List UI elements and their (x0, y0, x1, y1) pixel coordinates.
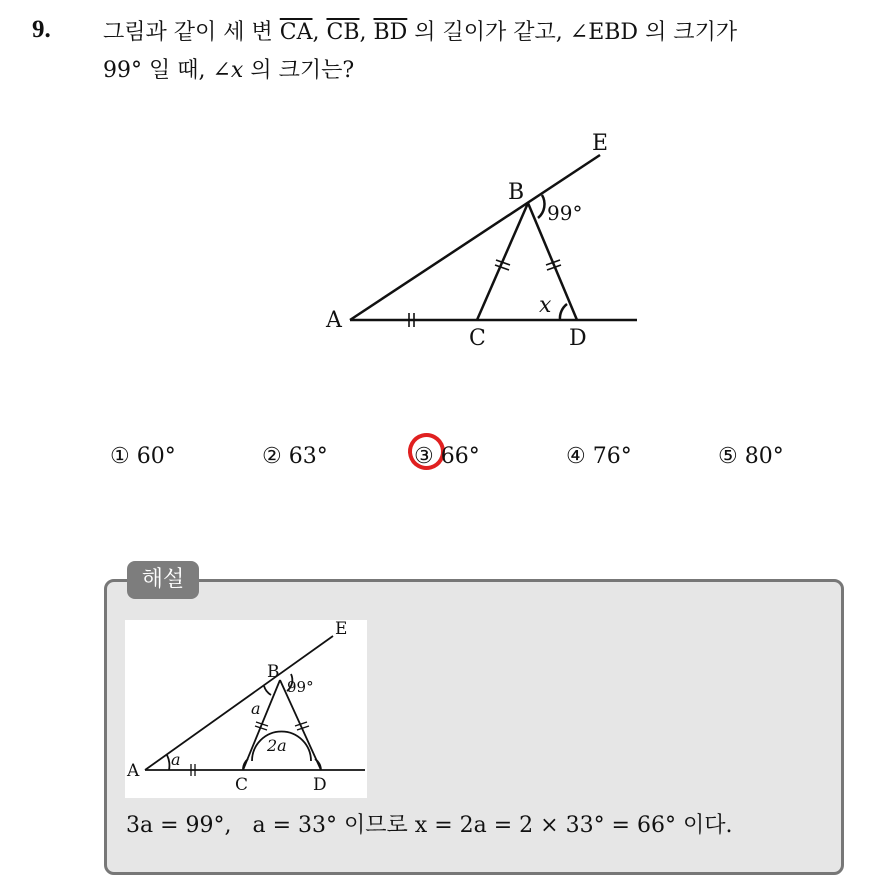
question-text-part: 그림과 같이 세 변 (103, 20, 280, 45)
solution-text (126, 808, 732, 839)
solution-part-3: x = 2a = 2 × 33° = 66° 이다. (414, 813, 733, 838)
sol-angle-99: 99° (287, 678, 314, 696)
variable-x: x (230, 58, 244, 83)
sol-arc-a (167, 755, 169, 770)
sol-label-a: A (127, 761, 140, 781)
triangle-figure (310, 120, 650, 360)
angle-arc-99 (538, 195, 545, 218)
sol-tick-marks (191, 722, 309, 776)
label-a: A (326, 308, 342, 333)
sol-arc-a-b (264, 686, 271, 695)
label-b: B (508, 180, 525, 205)
answer-choices (110, 444, 830, 478)
sol-angle-a-at-b: a (251, 699, 261, 718)
segment-bd: $\overline{BD}$ (373, 20, 408, 45)
label-c: C (469, 326, 486, 351)
separator: , (312, 20, 327, 45)
solution-part-1: 3a = 99°, (126, 813, 239, 838)
sol-label-b: B (267, 662, 280, 682)
choice-4[interactable]: ④ 76° (566, 444, 632, 469)
angle-arc-x (560, 304, 567, 320)
sol-angle-2a: 2a (267, 736, 287, 755)
sol-label-c: C (235, 775, 249, 795)
question-text (103, 14, 873, 90)
line-ae (350, 155, 600, 320)
sol-segment-bc (243, 680, 280, 770)
choice-5[interactable]: ⑤ 80° (718, 444, 784, 469)
angle-x-label: x (539, 293, 552, 318)
solution-part-2: a = 33° 이므로 (252, 813, 415, 838)
question-number: 9. (32, 16, 51, 43)
choice-3[interactable]: ③ 66° (414, 444, 480, 469)
sol-angle-a-at-a: a (171, 750, 181, 769)
angle-99-label: 99° (547, 201, 583, 225)
segment-cb: $\overline{CB}$ (326, 20, 360, 45)
sol-label-e: E (335, 620, 348, 639)
label-e: E (592, 131, 609, 156)
solution-figure (125, 620, 367, 798)
question-text-part: 99° 일 때, ∠ (103, 58, 231, 83)
choice-2[interactable]: ② 63° (262, 444, 328, 469)
question-text-part: 의 크기는? (243, 58, 355, 83)
choice-1[interactable]: ① 60° (110, 444, 176, 469)
solution-tag: 해설 (127, 561, 199, 599)
segment-ca: $\overline{CA}$ (279, 20, 313, 45)
sol-label-d: D (313, 775, 327, 795)
separator: , (359, 20, 374, 45)
label-d: D (569, 326, 587, 351)
question-text-part: 의 길이가 같고, ∠EBD 의 크기가 (407, 20, 738, 45)
